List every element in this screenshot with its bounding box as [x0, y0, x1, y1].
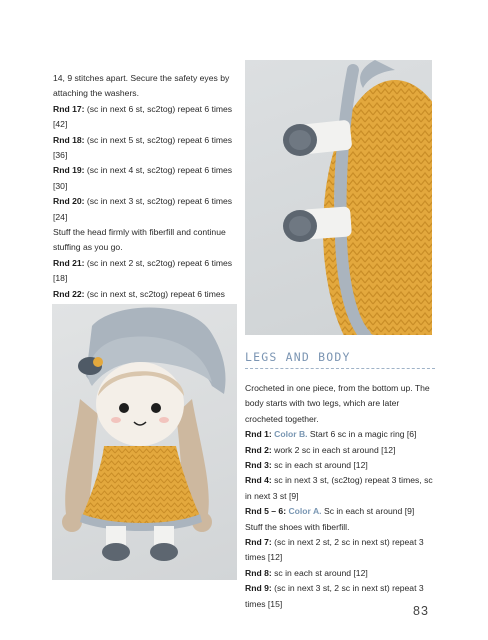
page-number: 83 [413, 604, 429, 618]
round-instruction: Rnd 18: (sc in next 5 st, sc2tog) repeat 6 times [36] [53, 134, 233, 161]
round-instruction: Rnd 9: (sc in next 3 st, 2 sc in next st) repeat 3 times [15] [245, 583, 424, 609]
round-instruction: Rnd 3: sc in each st around [12] [245, 460, 368, 471]
round-instruction: Rnd 8: sc in each st around [12] [245, 567, 368, 578]
round-instruction: Rnd 22: (sc in next st, sc2tog) repeat 6 times [53, 288, 225, 299]
round-instruction: Rnd 20: (sc in next 3 st, sc2tog) repeat 6 times [24] [53, 196, 233, 222]
right-column-text [245, 381, 437, 612]
round-instruction: Rnd 17: (sc in next 6 st, sc2tog) repeat 6 times [42] [53, 103, 233, 130]
round-instruction: Rnd 5 – 6: Color A. Sc in each st around [9] [245, 506, 415, 517]
paragraph: Stuff the shoes with fiberfill. [245, 521, 350, 532]
paragraph: Stuff the head firmly with fiberfill and continue stuffing as you go. [53, 227, 226, 253]
round-instruction: Rnd 2: work 2 sc in each st around [12] [245, 444, 396, 455]
paragraph: Crocheted in one piece, from the bottom up. The body starts with two legs, which are later crocheted together. [245, 383, 430, 424]
doll-body-bottom-photo [245, 60, 432, 335]
paragraph: 14, 9 stitches apart. Secure the safety eyes by attaching the washers. [53, 73, 230, 99]
round-instruction: Rnd 7: (sc in next 2 st, 2 sc in next st) repeat 3 times [12] [245, 537, 424, 563]
round-instruction: Rnd 1: Color B. Start 6 sc in a magic ring [6] [245, 429, 417, 440]
round-instruction: Rnd 21: (sc in next 2 st, sc2tog) repeat 6 times [18] [53, 257, 233, 284]
round-instruction: Rnd 4: sc in next 3 st, (sc2tog) repeat 3 times, sc in next 3 st [9] [245, 475, 433, 501]
crochet-doll-photo [52, 304, 237, 580]
round-instruction: Rnd 19: (sc in next 4 st, sc2tog) repeat 6 times [30] [53, 165, 233, 191]
heading-divider [245, 368, 435, 369]
doll-body-illustration [245, 60, 432, 335]
section-heading: LEGS AND BODY [245, 350, 351, 364]
crochet-doll-illustration [52, 304, 237, 580]
